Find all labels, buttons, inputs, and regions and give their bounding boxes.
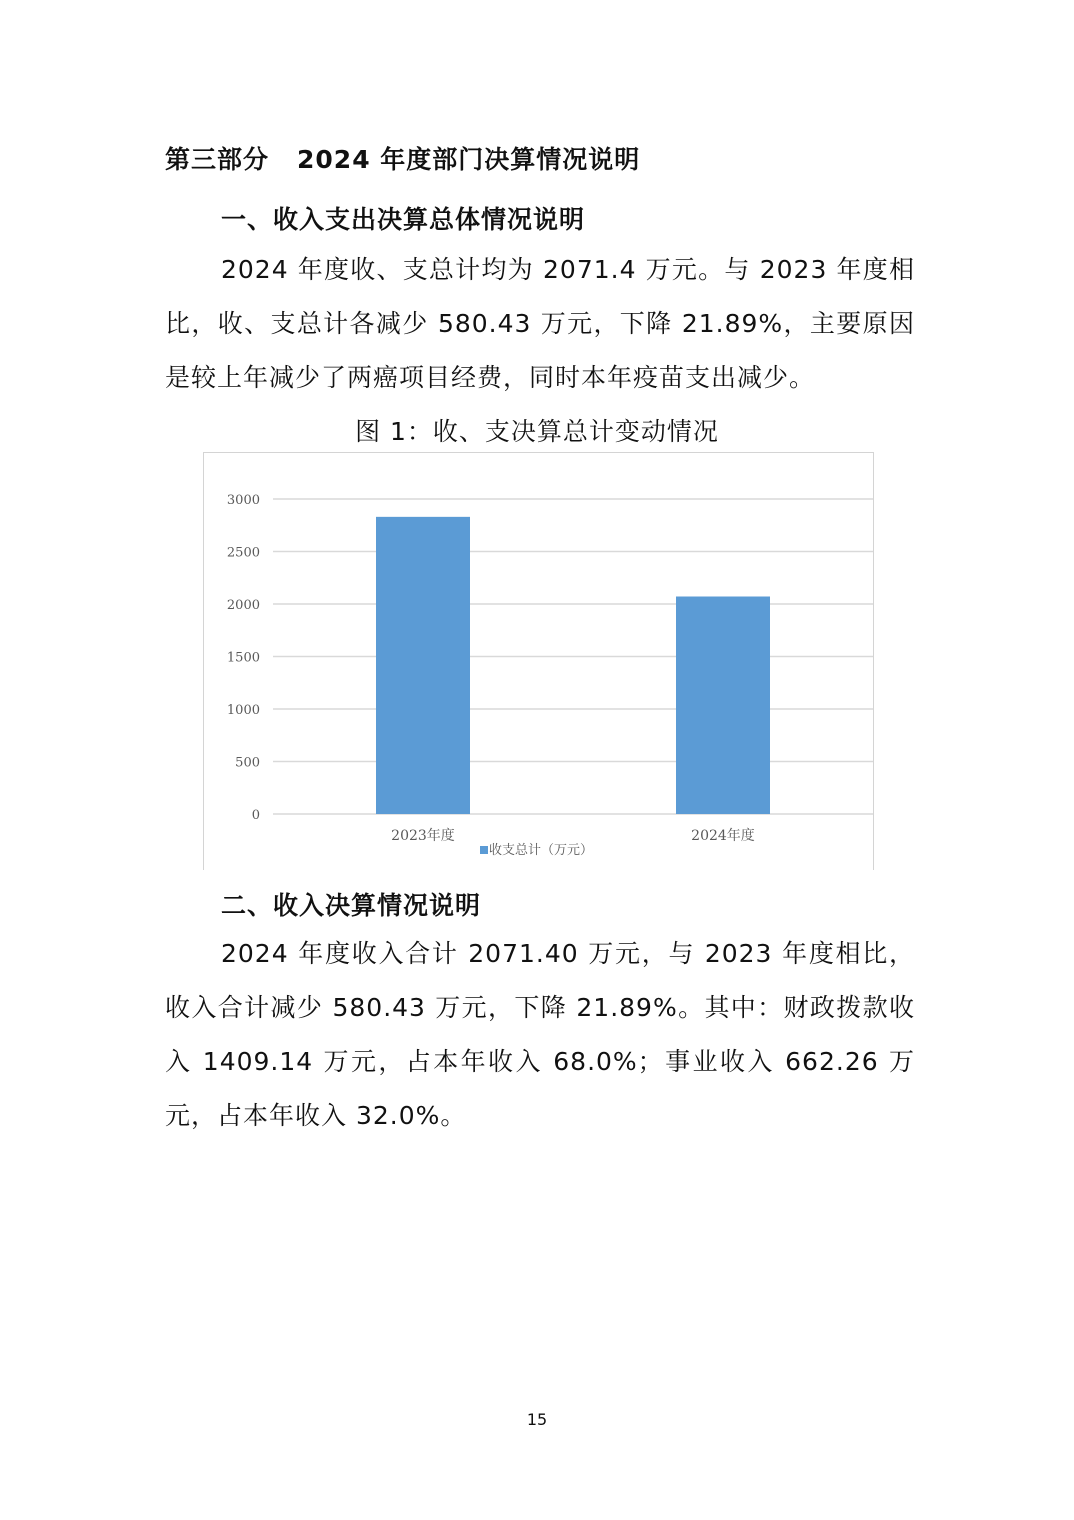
chart-x-ticks	[391, 827, 755, 844]
x-tick-label: 2023年度	[391, 828, 455, 844]
x-tick-label: 2024年度	[691, 828, 755, 844]
chart-bars	[376, 517, 770, 814]
section-heading-1: 一、收入支出决算总体情况说明	[221, 205, 586, 234]
y-tick-label: 500	[235, 755, 260, 771]
legend-swatch	[480, 846, 488, 854]
y-tick-label: 3000	[226, 493, 260, 508]
legend-label: 收支总计（万元）	[489, 843, 594, 858]
y-tick-label: 1500	[226, 650, 260, 666]
y-tick-label: 2500	[226, 545, 260, 561]
part-title-label: 第三部分	[165, 145, 270, 174]
part-title	[165, 140, 640, 176]
paragraph-2: 2024 年度收入合计 2071.40 万元，与 2023 年度相比，收入合计减少 580.43 万元，下降 21.89%。其中：财政拨款收入 1409.14 万元，占本年收入 68.0%；事业收入 662.26 万元，占本年收入 32.0%。	[165, 939, 915, 1130]
part-title-text: 2024 年度部门决算情况说明	[297, 145, 641, 174]
bar-2024年度	[676, 597, 770, 814]
section-heading-2: 二、收入决算情况说明	[221, 891, 482, 920]
paragraph-1: 2024 年度收、支总计均为 2071.4 万元。与 2023 年度相比，收、支总计各减少 580.43 万元，下降 21.89%，主要原因是较上年减少了两癌项目经费，同时本年疫苗支出减少。	[165, 255, 915, 392]
page-number: 15	[526, 1410, 548, 1429]
figure-caption: 图 1：收、支决算总计变动情况	[355, 417, 719, 446]
bar-chart	[203, 452, 874, 870]
chart-y-ticks	[227, 493, 260, 823]
chart-legend	[480, 842, 593, 858]
y-tick-label: 0	[251, 808, 260, 823]
y-tick-label: 2000	[226, 598, 260, 613]
chart-gridlines	[273, 499, 873, 814]
y-tick-label: 1000	[226, 703, 260, 718]
bar-chart-svg	[204, 453, 873, 871]
bar-2023年度	[376, 517, 470, 814]
